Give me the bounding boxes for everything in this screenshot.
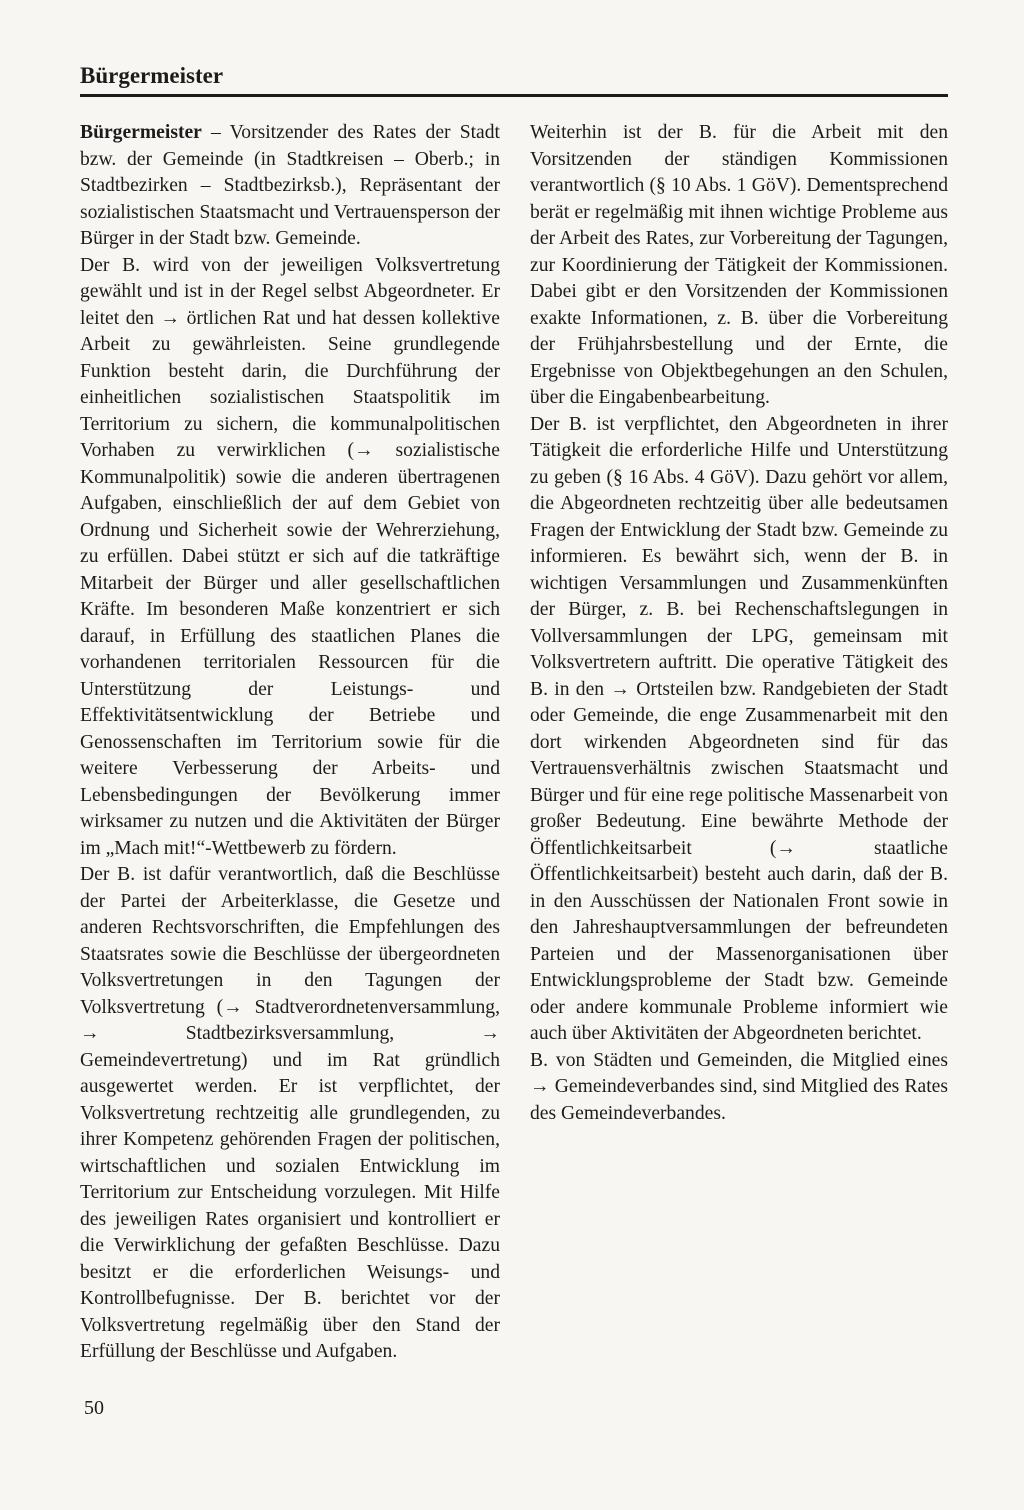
entry-definition: – Vorsitzender des Rates der Stadt bzw. der Gemeinde (in Stadtkreisen – Oberb.; in Stadtbezirken – Stadtbezirksb.), Repräsentant der sozialistischen Staatsmacht und Vertrauensperson der Bürger in der Stadt bzw. Gemeinde. [80,122,500,249]
right-column [530,120,948,1127]
entry-paragraph-6: B. von Städten und Gemeinden, die Mitglied eines → Gemeindeverbandes sind, sind Mitglied des Rates des Gemeindeverbandes. [530,1049,948,1124]
entry-lemma: Bürgermeister [80,122,202,143]
left-column [80,120,500,1366]
entry-paragraph-1 [80,120,500,253]
running-header-title: Bürgermeister [80,63,224,88]
page-number: 50 [84,1397,104,1419]
entry-paragraph-4: Weiterhin ist der B. für die Arbeit mit den Vorsitzenden der ständigen Kommissionen verantwortlich (§ 10 Abs. 1 GöV). Dementsprechend berät er regelmäßig mit ihnen wichtige Probleme aus der Arbeit des Rates, zur Vorbereitung der Tagungen, zur Koordinierung der Tätigkeit der Kommissionen. Dabei gibt er den Vorsitzenden der Kommissionen exakte Informationen, z. B. über die Vorbereitung der Frühjahrsbestellung und der Ernte, die Ergebnisse von Objektbegehungen an den Schulen, über die Eingabenbearbeitung. [530,122,948,408]
entry-paragraph-2: Der B. wird von der jeweiligen Volksvertretung gewählt und ist in der Regel selbst Abgeordneter. Er leitet den → örtlichen Rat und hat dessen kollektive Arbeit zu gewährleisten. Seine grundlegende Funktion besteht darin, die Durchführung der einheitlichen sozialistischen Staatspolitik im Territorium zu sichern, die kommunalpolitischen Vorhaben zu verwirklichen (→ sozialistische Kommunalpolitik) sowie die anderen übertragenen Aufgaben, einschließlich der auf dem Gebiet von Ordnung und Sicherheit sowie der Wehrerziehung, zu erfüllen. Dabei stützt er sich auf die tatkräftige Mitarbeit der Bürger und aller gesellschaftlichen Kräfte. Im besonderen Maße konzentriert er sich darauf, in Erfüllung des staatlichen Planes die vorhandenen territorialen Ressourcen für die Unterstützung der Leistungs- und Effektivitätsentwicklung der Betriebe und Genossenschaften im Territorium sowie für die weitere Verbesserung der Arbeits- und Lebensbedingungen der Bevölkerung immer wirksamer zu nutzen und die Aktivitäten der Bürger im „Mach mit!“-Wettbewerb zu fördern. [80,254,500,859]
entry-paragraph-3: Der B. ist dafür verantwortlich, daß die Beschlüsse der Partei der Arbeiterklasse, die Gesetze und anderen Rechtsvorschriften, die Empfehlungen des Staatsrates sowie die Beschlüsse der übergeordneten Volksvertretungen in den Tagungen der Volksvertretung (→ Stadtverordnetenversammlung, → Stadtbezirksversammlung, → Gemeindevertretung) und im Rat gründlich ausgewertet werden. Er ist verpflichtet, der Volksvertretung rechtzeitig alle grundlegenden, zu ihrer Kompetenz gehörenden Fragen der politischen, wirtschaftlichen und sozialen Entwicklung im Territorium zur Entscheidung vorzulegen. Mit Hilfe des jeweiligen Rates organisiert und kontrolliert er die Verwirklichung der gefaßten Beschlüsse. Dazu besitzt er die erforderlichen Weisungs- und Kontrollbefugnisse. Der B. berichtet vor der Volksvertretung regelmäßig über den Stand der Erfüllung der Beschlüsse und Aufgaben. [80,864,500,1362]
entry-paragraph-5: Der B. ist verpflichtet, den Abgeordneten in ihrer Tätigkeit die erforderliche Hilfe und Unterstützung zu geben (§ 16 Abs. 4 GöV). Dazu gehört vor allem, die Abgeordneten rechtzeitig über alle bedeutsamen Fragen der Entwicklung der Stadt bzw. Gemeinde zu informieren. Es bewährt sich, wenn der B. in wichtigen Versammlungen und Zusammenkünften der Bürger, z. B. bei Rechenschaftslegungen in Vollversammlungen der LPG, gemeinsam mit Volksvertretern auftritt. Die operative Tätigkeit des B. in den → Ortsteilen bzw. Randgebieten der Stadt oder Gemeinde, die enge Zusammenarbeit mit den dort wirkenden Abgeordneten sind für das Vertrauensverhältnis zwischen Staatsmacht und Bürger und für eine rege politische Massenarbeit von großer Bedeutung. Eine bewährte Methode der Öffentlichkeitsarbeit (→ staatliche Öffentlichkeitsarbeit) besteht auch darin, daß der B. in den Ausschüssen der Nationalen Front sowie in den Jahreshauptversammlungen der befreundeten Parteien und der Massenorganisationen über Entwicklungsprobleme der Stadt bzw. Gemeinde oder andere kommunale Probleme informiert wie auch über Aktivitäten der Abgeordneten berichtet. [530,413,948,1044]
running-header [80,62,948,97]
